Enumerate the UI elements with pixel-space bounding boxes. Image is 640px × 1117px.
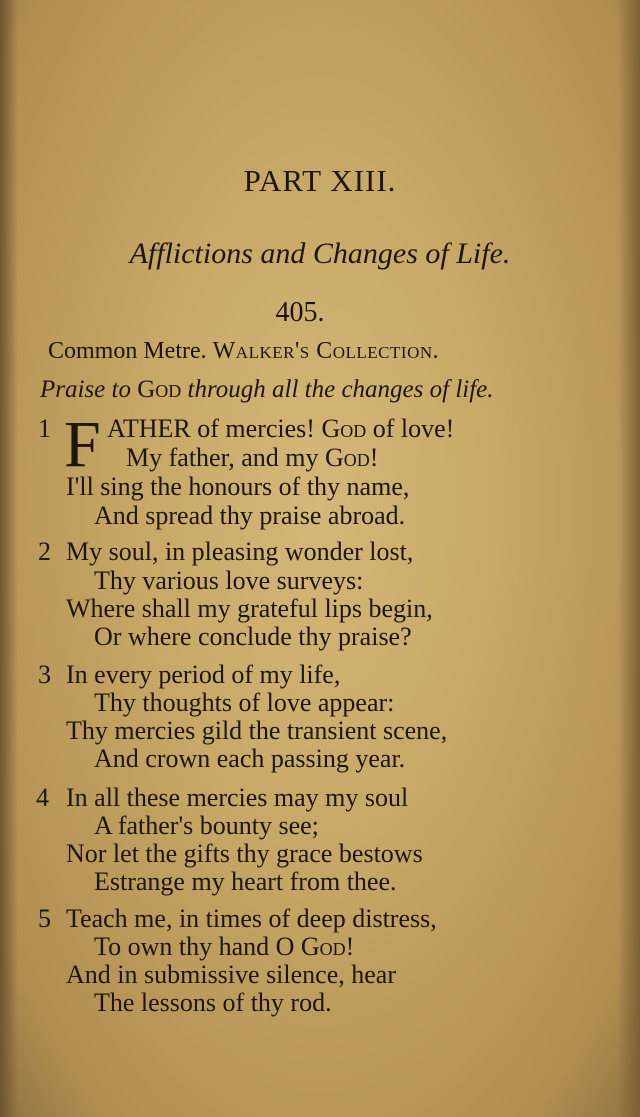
- hymn-number: 405.: [275, 297, 325, 328]
- verse-line: Thy thoughts of love appear:: [94, 688, 395, 717]
- subject-before: Praise to: [40, 376, 138, 403]
- verse-line: And crown each passing year.: [94, 744, 406, 773]
- verse-line: A father's bounty see;: [94, 811, 319, 840]
- verse-line: And in submissive silence, hear: [66, 960, 396, 989]
- verse-line: Thy various love surveys:: [94, 566, 364, 595]
- hymn-subject: [40, 376, 494, 404]
- verse-line: Or where conclude thy praise?: [94, 622, 412, 651]
- collection-name: Walker's Collection.: [212, 338, 440, 364]
- verse-number: 5: [38, 904, 51, 933]
- subject-god: God: [137, 376, 182, 403]
- verse-line: And spread thy praise abroad.: [94, 501, 406, 530]
- verse-line: Nor let the gifts thy grace bestows: [66, 839, 423, 868]
- verse-line: I'll sing the honours of thy name,: [66, 472, 410, 501]
- part-title: PART XIII.: [243, 163, 397, 198]
- verse-line: To own thy hand O God!: [94, 932, 355, 961]
- verse-line: Estrange my heart from thee.: [94, 867, 397, 896]
- verse-line: In every period of my life,: [66, 660, 341, 689]
- verse-number: 3: [38, 660, 51, 689]
- verse-line: My father, and my God!: [126, 443, 379, 472]
- metre-name: Common Metre.: [48, 338, 207, 364]
- verse-line: Where shall my grateful lips begin,: [66, 594, 433, 623]
- drop-cap: F: [64, 408, 101, 481]
- verse-number: 4: [36, 783, 49, 812]
- subject-after: through all the changes of life.: [181, 376, 494, 403]
- metre-line: [48, 338, 439, 365]
- section-title: Afflictions and Changes of Life.: [129, 237, 511, 270]
- verse-line: ATHER of mercies! God of love!: [107, 414, 455, 443]
- verse-number: 1: [38, 414, 51, 443]
- verse-line: My soul, in pleasing wonder lost,: [66, 537, 414, 566]
- verse-line: Thy mercies gild the transient scene,: [66, 716, 448, 745]
- verse-line: In all these mercies may my soul: [66, 783, 409, 812]
- verse-line: The lessons of thy rod.: [94, 988, 332, 1017]
- verse-number: 2: [38, 537, 51, 566]
- verse-line: Teach me, in times of deep distress,: [66, 904, 437, 933]
